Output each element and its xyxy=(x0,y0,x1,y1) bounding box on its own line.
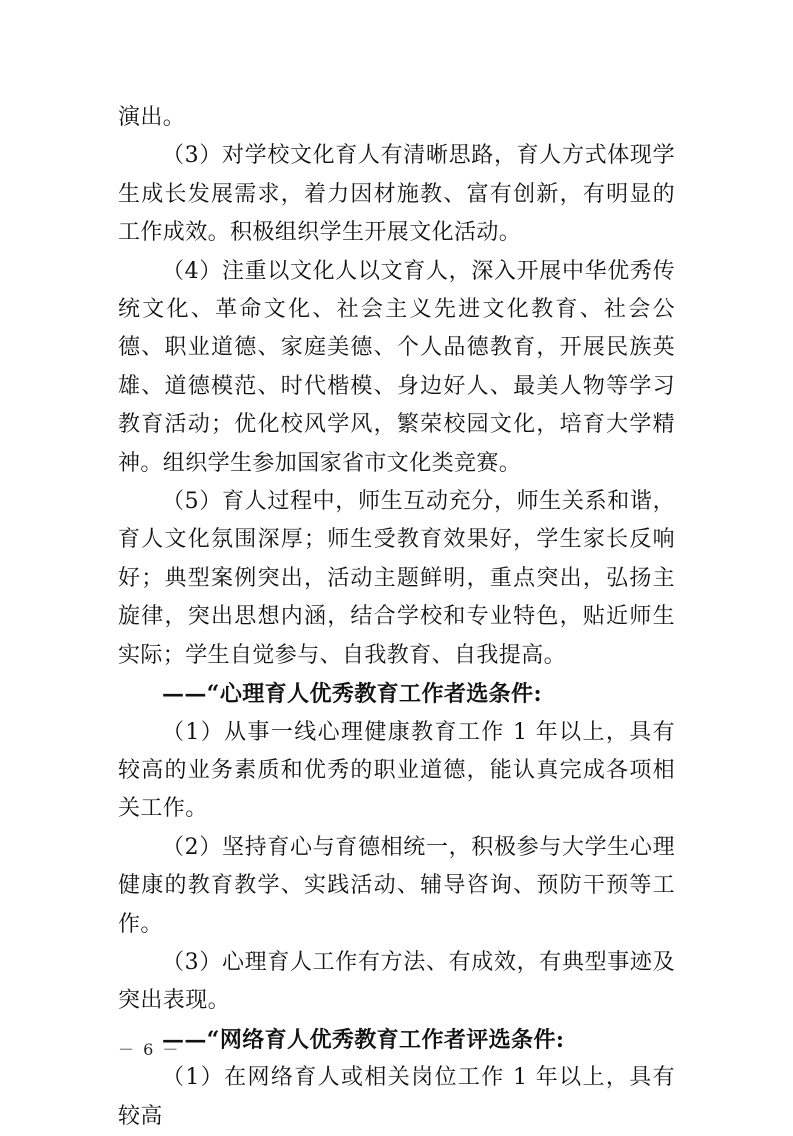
document-body xyxy=(118,99,675,1136)
criterion-paragraph: （2）坚持育心与育德相统一，积极参与大学生心理健康的教育教学、实践活动、辅导咨询、预防干预等工作。 xyxy=(118,834,675,937)
criterion-paragraph: （1）在网络育人或相关岗位工作 1 年以上，具有较高 xyxy=(118,1065,675,1129)
section-heading-network: ——“网络育人优秀教育工作者评选条件: xyxy=(162,1026,565,1053)
criterion-paragraph: （5）育人过程中，师生互动充分，师生关系和谐，育人文化氛围深厚；师生受教育效果好，学生家长反响好；典型案例突出，活动主题鲜明，重点突出，弘扬主旋律，突出思想内涵，结合学校和专业特色，贴近师生实际；学生自觉参与、自我教育、自我提高。 xyxy=(118,489,675,668)
section-heading-psychology: ——“心理育人优秀教育工作者选条件: xyxy=(162,681,542,708)
criterion-paragraph: （1）从事一线心理健康教育工作 1 年以上，具有较高的业务素质和优秀的职业道德，能认真完成各项相关工作。 xyxy=(118,719,675,822)
criterion-paragraph: （3）心理育人工作有方法、有成效，有典型事迹及突出表现。 xyxy=(118,949,675,1014)
criterion-paragraph: （4）注重以文化人以文育人，深入开展中华优秀传统文化、革命文化、社会主义先进文化教育、社会公德、职业道德、家庭美德、个人品德教育，开展民族英雄、道德模范、时代楷模、身边好人、最美人物等学习教育活动；优化校风学风，繁荣校园文化，培育大学精神。组织学生参加国家省市文化类竞赛。 xyxy=(118,258,675,476)
page-number: － 6 － xyxy=(118,1040,181,1059)
criterion-paragraph: （3）对学校文化育人有清晰思路，育人方式体现学生成长发展需求，着力因材施教、富有创新，有明显的工作成效。积极组织学生开展文化活动。 xyxy=(118,143,675,246)
continuation-text: 演出。 xyxy=(118,105,186,130)
